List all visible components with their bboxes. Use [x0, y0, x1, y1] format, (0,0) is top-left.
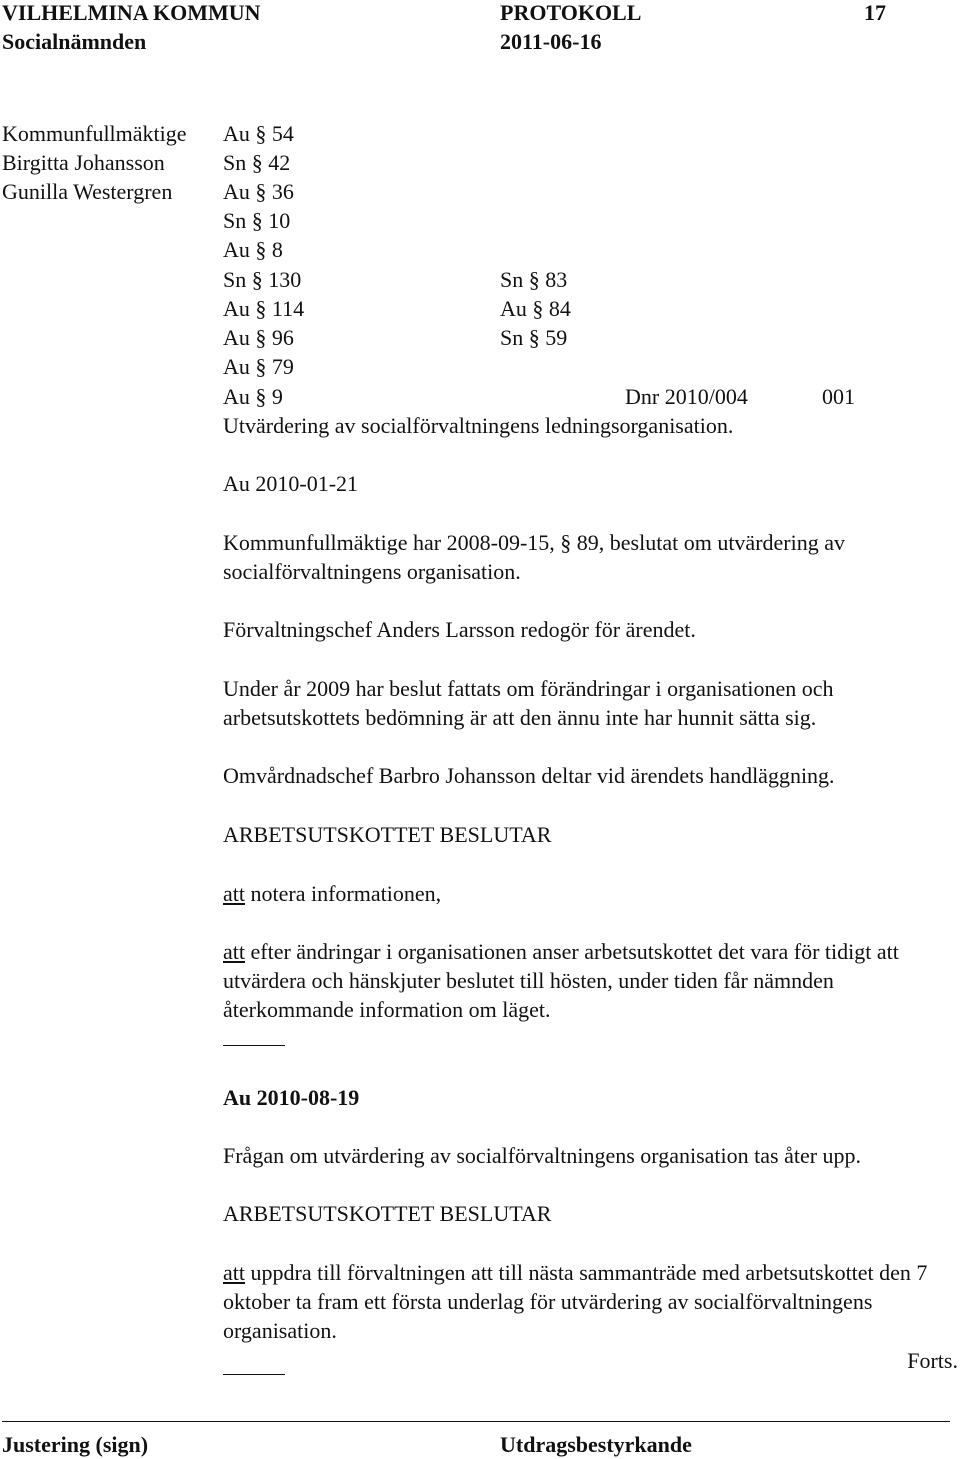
section1-decision-1 — [223, 879, 958, 908]
section2-heading: Au 2010-08-19 — [223, 1085, 360, 1110]
footer-justering: Justering (sign) — [2, 1432, 149, 1457]
decision-text: uppdra till förvaltningen att till nästa sammanträde med arbetsutskottet den 7 oktober ta fram ett första underlag för utvärdering av socialförvaltningens organisation. — [223, 1260, 928, 1343]
footer-rule — [2, 1421, 950, 1422]
continued-marker: Forts. — [907, 1348, 958, 1373]
item-title: Utvärdering av socialförvaltningens ledningsorganisation. — [223, 413, 734, 438]
distribution-ref: Au § 54 — [223, 121, 294, 146]
item-paragraph: Au § 9 — [223, 384, 283, 409]
section1-heading: Au 2010-01-21 — [223, 471, 359, 496]
distribution-ref: Au § 8 — [223, 237, 283, 262]
item-dnr: Dnr 2010/004 — [625, 384, 748, 409]
section1-paragraph-4: Omvårdnadschef Barbro Johansson deltar vid ärendets handläggning. — [223, 763, 835, 788]
section1-paragraph-3: Under år 2009 har beslut fattats om förändringar i organisationen och arbetsutskottets bedömning är att den ännu inte har hunnit sätta sig. — [223, 676, 834, 730]
section1-decision-2 — [223, 937, 958, 1024]
distribution-ref: Sn § 10 — [223, 208, 291, 233]
att-keyword: att — [223, 939, 245, 964]
section1-paragraph-2: Förvaltningschef Anders Larsson redogör för ärendet. — [223, 617, 696, 642]
item-dnr-code: 001 — [822, 384, 855, 409]
header-page-number: 17 — [864, 0, 886, 25]
distribution-ref: Au § 79 — [223, 354, 294, 379]
distribution-ref: Sn § 42 — [223, 150, 291, 175]
footer-utdrag: Utdragsbestyrkande — [500, 1432, 692, 1457]
decision-text: notera informationen, — [245, 881, 442, 906]
section1-decision-heading: ARBETSUTSKOTTET BESLUTAR — [223, 822, 552, 847]
decision-text: efter ändringar i organisationen anser arbetsutskottet det vara för tidigt att utvärdera och hänskjuter beslutet till hösten, under tiden får nämnden återkommande information om läget. — [223, 939, 899, 1022]
distribution-recipient: Kommunfullmäktige — [2, 121, 187, 146]
section2-decision-heading: ARBETSUTSKOTTET BESLUTAR — [223, 1201, 552, 1226]
section1-paragraph-1: Kommunfullmäktige har 2008-09-15, § 89, beslutat om utvärdering av socialförvaltningens organisation. — [223, 530, 845, 584]
distribution-ref-secondary: Au § 84 — [500, 296, 571, 321]
header-body-name: Socialnämnden — [2, 29, 147, 54]
distribution-ref: Au § 96 — [223, 325, 294, 350]
distribution-ref-secondary: Sn § 83 — [500, 267, 568, 292]
distribution-ref: Au § 36 — [223, 179, 294, 204]
section-divider — [223, 1045, 285, 1046]
header-municipality: VILHELMINA KOMMUN — [2, 0, 261, 25]
att-keyword: att — [223, 881, 245, 906]
header-doc-type: PROTOKOLL — [500, 0, 642, 25]
distribution-recipient: Gunilla Westergren — [2, 179, 173, 204]
section2-decision-1 — [223, 1258, 958, 1345]
distribution-ref-secondary: Sn § 59 — [500, 325, 568, 350]
distribution-ref: Sn § 130 — [223, 267, 302, 292]
header-date: 2011-06-16 — [500, 29, 602, 54]
section2-paragraph-1: Frågan om utvärdering av socialförvaltningens organisation tas åter upp. — [223, 1143, 862, 1168]
distribution-ref: Au § 114 — [223, 296, 305, 321]
att-keyword: att — [223, 1260, 245, 1285]
distribution-recipient: Birgitta Johansson — [2, 150, 165, 175]
section-divider — [223, 1374, 285, 1375]
